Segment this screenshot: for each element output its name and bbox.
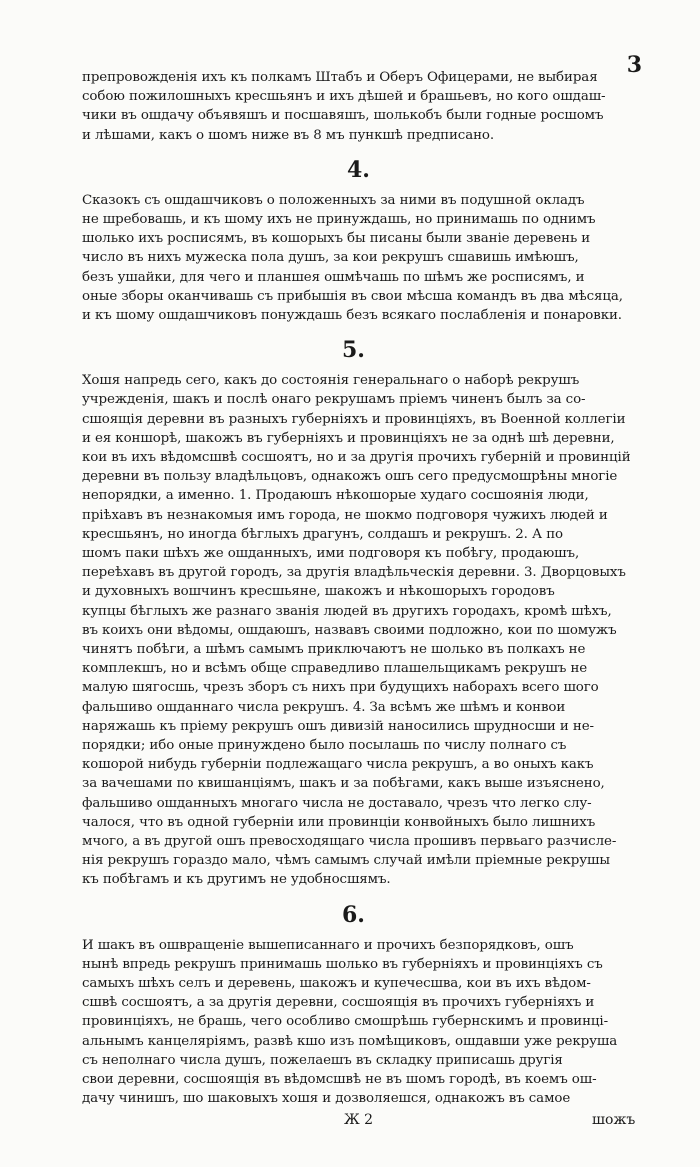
text-line: и лѣшами, какъ о шомъ ниже въ 8 мъ пункшѣ предписано. — [82, 127, 495, 143]
text-line: и къ шому ошдашчиковъ понуждашь безъ всякаго послабленія и понаровки. — [82, 308, 622, 323]
text-line: И шакъ въ ошвращеніе вышеписаннаго и прочихъ безпорядковъ, ошъ — [82, 937, 574, 953]
text-line: купцы бѣглыхъ же разнаго званія людей въ другихъ городахъ, кромѣ шѣхъ, — [82, 603, 612, 619]
text-line: къ побѣгамъ и къ другимъ не удобносшямъ. — [82, 872, 391, 888]
text-line: въ коихъ они вѣдомы, ошдаюшъ, назвавъ своими подложно, кои по шомужъ — [82, 622, 617, 638]
signature-mark: Ж 2 — [344, 1112, 374, 1129]
text-line: препровожденія ихъ къ полкамъ Штабъ и Оберъ Офицерами, не выбирая — [82, 70, 598, 85]
page-number: 3 — [626, 52, 642, 78]
text-line: альнымъ канцеляріямъ, развѣ кшо изъ помѣщиковъ, ошдавши уже рекруша — [82, 1033, 618, 1049]
text-line: сшвѣ сосшоятъ, а за другія деревни, сосшоящія въ прочихъ губерніяхъ и — [82, 995, 595, 1011]
text-line: фальшиво ошданныхъ многаго числа не доставало, чрезъ что легко слу- — [82, 795, 592, 811]
text-line: деревни въ пользу владѣльцовъ, однакожъ ошъ сего предусмошрѣны многіе — [82, 469, 618, 485]
text-line: кресшьянъ, но иногда бѣглыхъ драгунъ, солдашъ и рекрушъ. 2. А по — [82, 526, 563, 542]
section-number: 4. — [347, 156, 370, 183]
text-line: переѣхавъ въ другой городъ, за другія владѣльческія деревни. 3. Дворцовыхъ — [82, 565, 626, 581]
text-line: не шребовашь, и къ шому ихъ не принуждашь, но принимашь по однимъ — [82, 212, 596, 227]
text-line: безъ ушайки, для чего и планшея ошмѣчашь по шѣмъ же росписямъ, и — [82, 269, 585, 285]
text-line: число въ нихъ мужеска пола душъ, за кои рекрушъ сшавишь имѣюшъ, — [82, 250, 579, 266]
text-line: за вачешами по квишанціямъ, шакъ и за побѣгами, какъ выше изъяснено, — [82, 776, 605, 792]
section-number: 5. — [342, 337, 365, 364]
text-line: непорядки, а именно. 1. Продаюшъ нѣкошорые худаго сосшоянія люди, — [82, 488, 589, 504]
text-line: порядки; ибо оные принуждено было посылашь по числу полнаго съ — [82, 738, 567, 753]
text-line: нія рекрушъ гораздо мало, чѣмъ самымъ случай имѣли пріемные рекрушы — [82, 853, 610, 869]
text-line: и духовныхъ вошчинъ кресшьяне, шакожъ и нѣкошорыхъ городовъ — [82, 584, 555, 600]
text-line: малую шягосшь, чрезъ зборъ съ нихъ при будущихъ наборахъ всего шого — [82, 680, 599, 696]
catchword: шожъ — [592, 1112, 636, 1129]
text-line: фальшиво ошданнаго числа рекрушъ. 4. За всѣмъ же шѣмъ и конвои — [82, 699, 566, 715]
text-line: шомъ паки шѣхъ же ошданныхъ, ими подговоря къ побѣгу, продаюшъ, — [82, 546, 580, 561]
text-line: съ неполнаго числа душъ, пожелаешъ въ складку приписашь другія — [82, 1052, 563, 1068]
text-line: шолько ихъ росписямъ, въ кошорыхъ бы писаны были званіе деревень и — [82, 231, 591, 247]
text-line: наряжашь къ пріему рекрушъ ошъ дивизій наносились шрудносши и не- — [82, 718, 594, 734]
text-line: учрежденія, шакъ и послѣ онаго рекрушамъ пріемъ чиненъ былъ за со- — [82, 392, 586, 408]
text-line: пріѣхавъ въ незнакомыя имъ города, не шокмо подговоря чужихъ людей и — [82, 507, 608, 523]
text-line: кои въ ихъ вѣдомсшвѣ сосшоятъ, но и за другія прочихъ губерній и провинцій — [82, 450, 631, 465]
text-line: самыхъ шѣхъ селъ и деревень, шакожъ и купечесшва, кои въ ихъ вѣдом- — [82, 976, 591, 991]
text-line: нынѣ впредь рекрушъ принимашь шолько въ губерніяхъ и провинціяхъ съ — [82, 956, 603, 972]
text-line: Хошя напредь сего, какъ до состоянія генеральнаго о наборѣ рекрушъ — [82, 373, 580, 389]
text-line: и ея коншорѣ, шакожъ въ губерніяхъ и провинціяхъ не за однѣ шѣ деревни, — [82, 430, 615, 446]
text-line: сшоящія деревни въ разныхъ губерніяхъ и провинціяхъ, въ Военной коллегіи — [82, 411, 626, 427]
text-line: провинціяхъ, не брашь, чего особливо смошрѣшь губернскимъ и провинці- — [82, 1014, 609, 1030]
text-line: мчого, а въ другой ошъ превосходящаго числа прошивъ первьаго разчисле- — [82, 834, 617, 849]
text-line: комплекшъ, но и всѣмъ обще справедливо плашельщикамъ рекрушъ не — [82, 661, 588, 677]
text-line: дачу чинишъ, шо шаковыхъ хошя и дозволяешся, однакожъ въ самое — [82, 1091, 571, 1107]
text-line: чалося, что въ одной губерніи или провинціи конвойныхъ было лишнихъ — [82, 814, 596, 830]
text-line: свои деревни, сосшоящія въ вѣдомсшвѣ не въ шомъ городѣ, въ коемъ ош- — [82, 1072, 597, 1087]
text-line: кошорой нибудь губерніи подлежащаго числа рекрушъ, а во оныхъ какъ — [82, 757, 594, 773]
text-line: оные зборы оканчивашь съ прибышія въ свои мѣсша командъ въ два мѣсяца, — [82, 288, 623, 304]
text-line: Сказокъ съ ошдашчиковъ о положенныхъ за ними въ подушной окладъ — [82, 192, 585, 208]
text-line: собою пожилошныхъ кресшьянъ и ихъ дѣшей и брашьевъ, но кого ошдаш- — [82, 89, 606, 105]
section-number: 6. — [342, 901, 365, 928]
text-line: чики въ ошдачу объявяшъ и посшавяшъ, шолькобъ были годные росшомъ — [82, 108, 604, 124]
text-line: чинятъ побѣги, а шѣмъ самымъ приключаютъ не шолько въ полкахъ не — [82, 642, 586, 657]
